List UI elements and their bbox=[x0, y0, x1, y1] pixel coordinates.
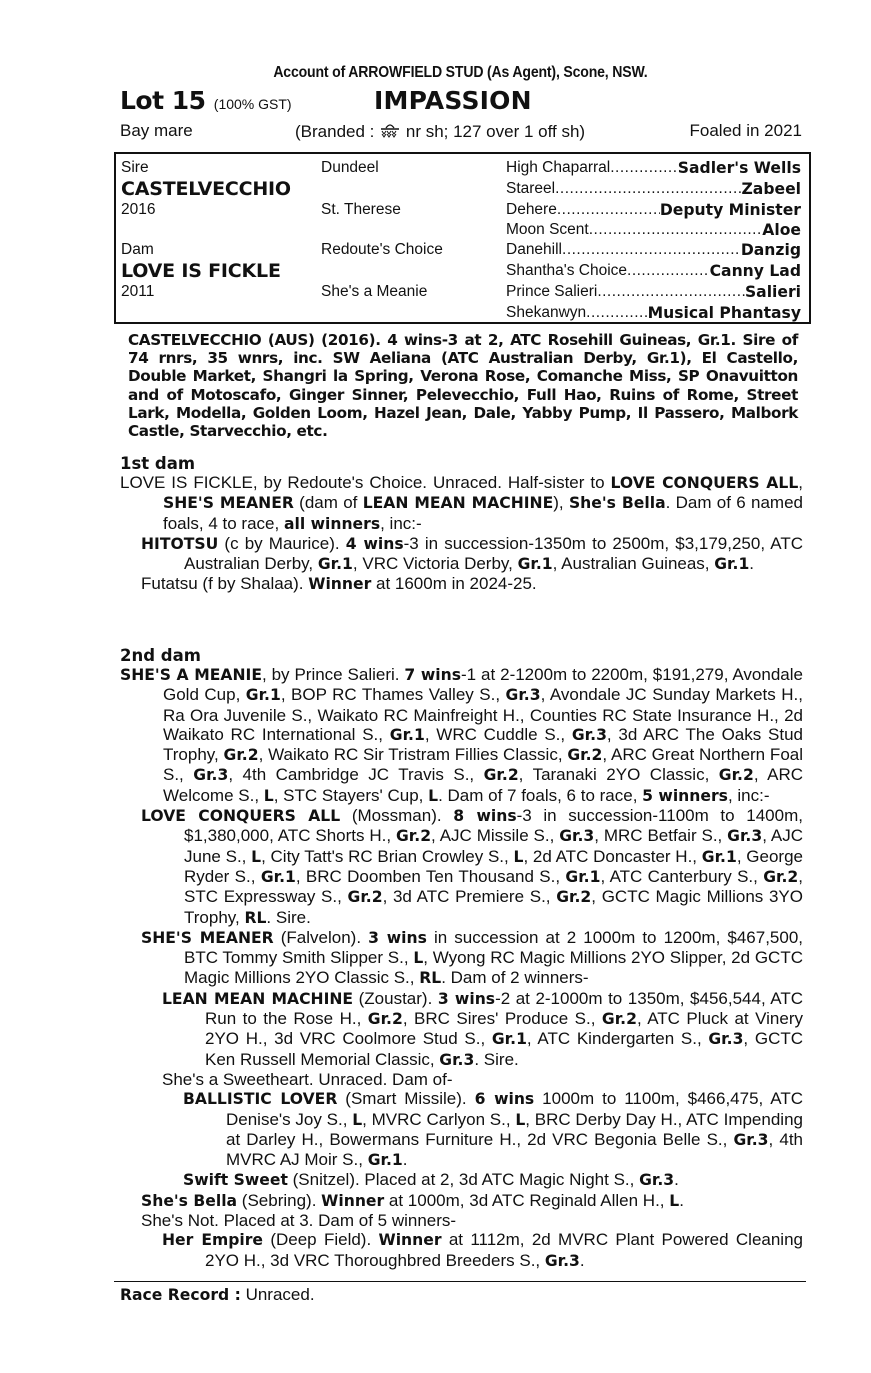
pedigree-entry: Her Empire (Deep Field). Winner at 1112m, 2d MVRC Plant Powered Cleaning 2YO H., 3d VRC Thoroughbred Breeders S., Gr.3. bbox=[162, 1230, 803, 1270]
race-record bbox=[120, 1285, 315, 1305]
grandparent-row bbox=[506, 201, 801, 219]
gp-sire: Deputy Minister bbox=[659, 201, 801, 219]
sire-summary: CASTELVECCHIO (AUS) (2016). 4 wins-3 at 2, ATC Rosehill Guineas, Gr.1. Sire of 74 rnrs, 35 wnrs, inc. SW Aeliana (ATC Australian Derby, Gr.1), El Castello, Double Market, Shangri la Spring, Verona Rose, Comanche Miss, SP Onavuitton and of Motoscafo, Ginger Sinner, Pelevecchio, Full Hao, Ruins of Rome, Street Lark, Modella, Golden Loom, Hazel Jean, Dale, Yabby Pump, Il Passero, Malbork Castle, Starvecchio, etc. bbox=[128, 331, 798, 441]
grandparent-row bbox=[506, 221, 801, 239]
sire-dam: St. Therese bbox=[321, 201, 401, 218]
gp-sire: Danzig bbox=[740, 241, 801, 259]
race-record-label: Race Record : bbox=[120, 1286, 241, 1304]
brand-suffix: nr sh; 127 over 1 off sh) bbox=[405, 122, 586, 141]
horse-details bbox=[120, 121, 802, 143]
gp-sire: Canny Lad bbox=[709, 262, 801, 280]
pedigree-entry: She's Not. Placed at 3. Dam of 5 winners- bbox=[141, 1211, 457, 1231]
consignor-line: Account of ARROWFIELD STUD (As Agent), Scone, NSW. bbox=[273, 64, 648, 81]
pedigree-entry: Futatsu (f by Shalaa). Winner at 1600m in 2024-25. bbox=[141, 574, 537, 594]
gp-sire: Zabeel bbox=[741, 180, 801, 198]
second-dam-section bbox=[120, 646, 803, 1271]
pedigree-entry: LOVE IS FICKLE, by Redoute's Choice. Unraced. Half-sister to LOVE CONQUERS ALL, SHE'S MEANER (dam of LEAN MEAN MACHINE), She's Bella. Dam of 6 named foals, 4 to race, all winners, inc:- bbox=[120, 473, 803, 533]
pedigree-entry: LOVE CONQUERS ALL (Mossman). 8 wins-3 in succession-1100m to 1400m, $1,380,000, ATC Shorts H., Gr.2, AJC Missile S., Gr.3, MRC Betfair S., Gr.3, AJC June S., L, City Tatt's RC Brian Crowley S., L, 2d ATC Doncaster H., Gr.1, George Ryder S., Gr.1, BRC Doomben Ten Thousand S., Gr.1, ATC Canterbury S., Gr.2, STC Expressway S., Gr.2, 3d ATC Premiere S., Gr.2, GCTC Magic Millions 3YO Trophy, RL. Sire. bbox=[141, 806, 804, 927]
gp-horse: Dehere bbox=[506, 201, 557, 218]
first-dam-section bbox=[120, 454, 803, 595]
brand-description bbox=[295, 121, 585, 142]
pedigree-entry: Swift Sweet (Snitzel). Placed at 2, 3d ATC Magic Night S., Gr.3. bbox=[183, 1170, 679, 1190]
gst-note: (100% GST) bbox=[213, 96, 292, 112]
foaled-year: Foaled in 2021 bbox=[689, 121, 802, 140]
dam-year: 2011 bbox=[121, 283, 155, 300]
brand-mark-icon bbox=[379, 121, 401, 139]
dam-dam: She's a Meanie bbox=[321, 283, 428, 300]
sire-sire: Dundeel bbox=[321, 159, 379, 176]
lot-label: Lot 15 bbox=[120, 86, 206, 115]
sire-year: 2016 bbox=[121, 201, 156, 218]
pedigree-entry: SHE'S MEANER (Falvelon). 3 wins in succession at 2 1000m to 1200m, $467,500, BTC Tommy Smith Slipper S., L, Wyong RC Magic Millions 2YO Slipper, 2d GCTC Magic Millions 2YO Classic S., RL. Dam of 2 winners- bbox=[141, 927, 803, 988]
pedigree-entry: LEAN MEAN MACHINE (Zoustar). 3 wins-2 at 2-1000m to 1350m, $456,544, ATC Run to the Rose H., Gr.2, BRC Sires' Produce S., Gr.2, ATC Pluck at Vinery 2YO H., 3d VRC Coolmore Stud S., Gr.1, ATC Kindergarten S., Gr.3, GCTC Ken Russell Memorial Classic, Gr.3. Sire. bbox=[162, 988, 804, 1069]
pedigree-entry: SHE'S A MEANIE, by Prince Salieri. 7 wins-1 at 2-1200m to 2200m, $191,279, Avondale Gold Cup, Gr.1, BOP RC Thames Valley S., Gr.3, Avondale JC Sunday Markets H., Ra Ora Juvenile S., Waikato RC Mainfreight H., Counties RC State Insurance H., 2d Waikato RC International S., Gr.1, WRC Cuddle S., Gr.3, 3d ARC The Oaks Stud Trophy, Gr.2, Waikato RC Sir Tristram Fillies Classic, Gr.2, ARC Great Northern Foal S., Gr.3, 4th Cambridge JC Travis S., Gr.2, Taranaki 2YO Classic, Gr.2, ARC Welcome S., L, STC Stayers' Cup, L. Dam of 7 foals, 6 to race, 5 winners, inc:- bbox=[120, 665, 804, 805]
second-dam-title: 2nd dam bbox=[120, 646, 201, 665]
second-dam-entries bbox=[120, 665, 803, 1271]
gp-horse: Shantha's Choice bbox=[506, 262, 628, 279]
horse-name: IMPASSION bbox=[374, 86, 532, 115]
gp-horse: Prince Salieri bbox=[506, 283, 598, 300]
grandparent-row bbox=[506, 304, 801, 322]
gp-sire: Aloe bbox=[762, 221, 801, 239]
grandparent-row bbox=[506, 241, 801, 259]
gp-horse: Shekanwyn bbox=[506, 304, 587, 321]
lot-header bbox=[120, 86, 810, 116]
grandparent-row bbox=[506, 262, 801, 280]
gp-sire: Sadler's Wells bbox=[677, 159, 801, 177]
pedigree-entry: BALLISTIC LOVER (Smart Missile). 6 wins 1000m to 1100m, $466,475, ATC Denise's Joy S., L, MVRC Carlyon S., L, BRC Derby Day H., ATC Impending at Darley H., Bowermans Furniture H., 2d VRC Begonia Belle S., Gr.3, 4th MVRC AJ Moir S., Gr.1. bbox=[183, 1089, 804, 1170]
pedigree-entry: HITOTSU (c by Maurice). 4 wins-3 in succession-1350m to 2500m, $3,179,250, ATC Australian Derby, Gr.1, VRC Victoria Derby, Gr.1, Australian Guineas, Gr.1. bbox=[141, 533, 803, 574]
gp-horse: Stareel bbox=[506, 180, 556, 197]
dam-label: Dam bbox=[121, 241, 154, 258]
dam-sire: Redoute's Choice bbox=[321, 241, 443, 258]
lot-number bbox=[120, 86, 292, 115]
gp-sire: Salieri bbox=[744, 283, 801, 301]
divider-rule bbox=[114, 1281, 806, 1282]
first-dam-title: 1st dam bbox=[120, 454, 196, 473]
grandparent-row bbox=[506, 180, 801, 198]
brand-prefix: (Branded : bbox=[295, 122, 375, 141]
gp-horse: Danehill bbox=[506, 241, 563, 258]
race-record-value: Unraced. bbox=[245, 1285, 315, 1304]
sire-label: Sire bbox=[121, 159, 149, 176]
sex-colour: Bay mare bbox=[120, 121, 193, 140]
pedigree-entry: She's a Sweetheart. Unraced. Dam of- bbox=[162, 1069, 453, 1089]
grandparent-row bbox=[506, 283, 801, 301]
first-dam-entries bbox=[120, 473, 803, 595]
gp-sire: Musical Phantasy bbox=[647, 304, 801, 322]
dam-name: LOVE IS FICKLE bbox=[121, 260, 281, 282]
pedigree-entry: She's Bella (Sebring). Winner at 1000m, 3d ATC Reginald Allen H., L. bbox=[141, 1190, 684, 1210]
grandparent-row bbox=[506, 159, 801, 177]
pedigree-table bbox=[114, 152, 811, 324]
gp-horse: Moon Scent bbox=[506, 221, 589, 238]
gp-horse: High Chaparral bbox=[506, 159, 611, 176]
sire-name: CASTELVECCHIO bbox=[121, 178, 291, 200]
